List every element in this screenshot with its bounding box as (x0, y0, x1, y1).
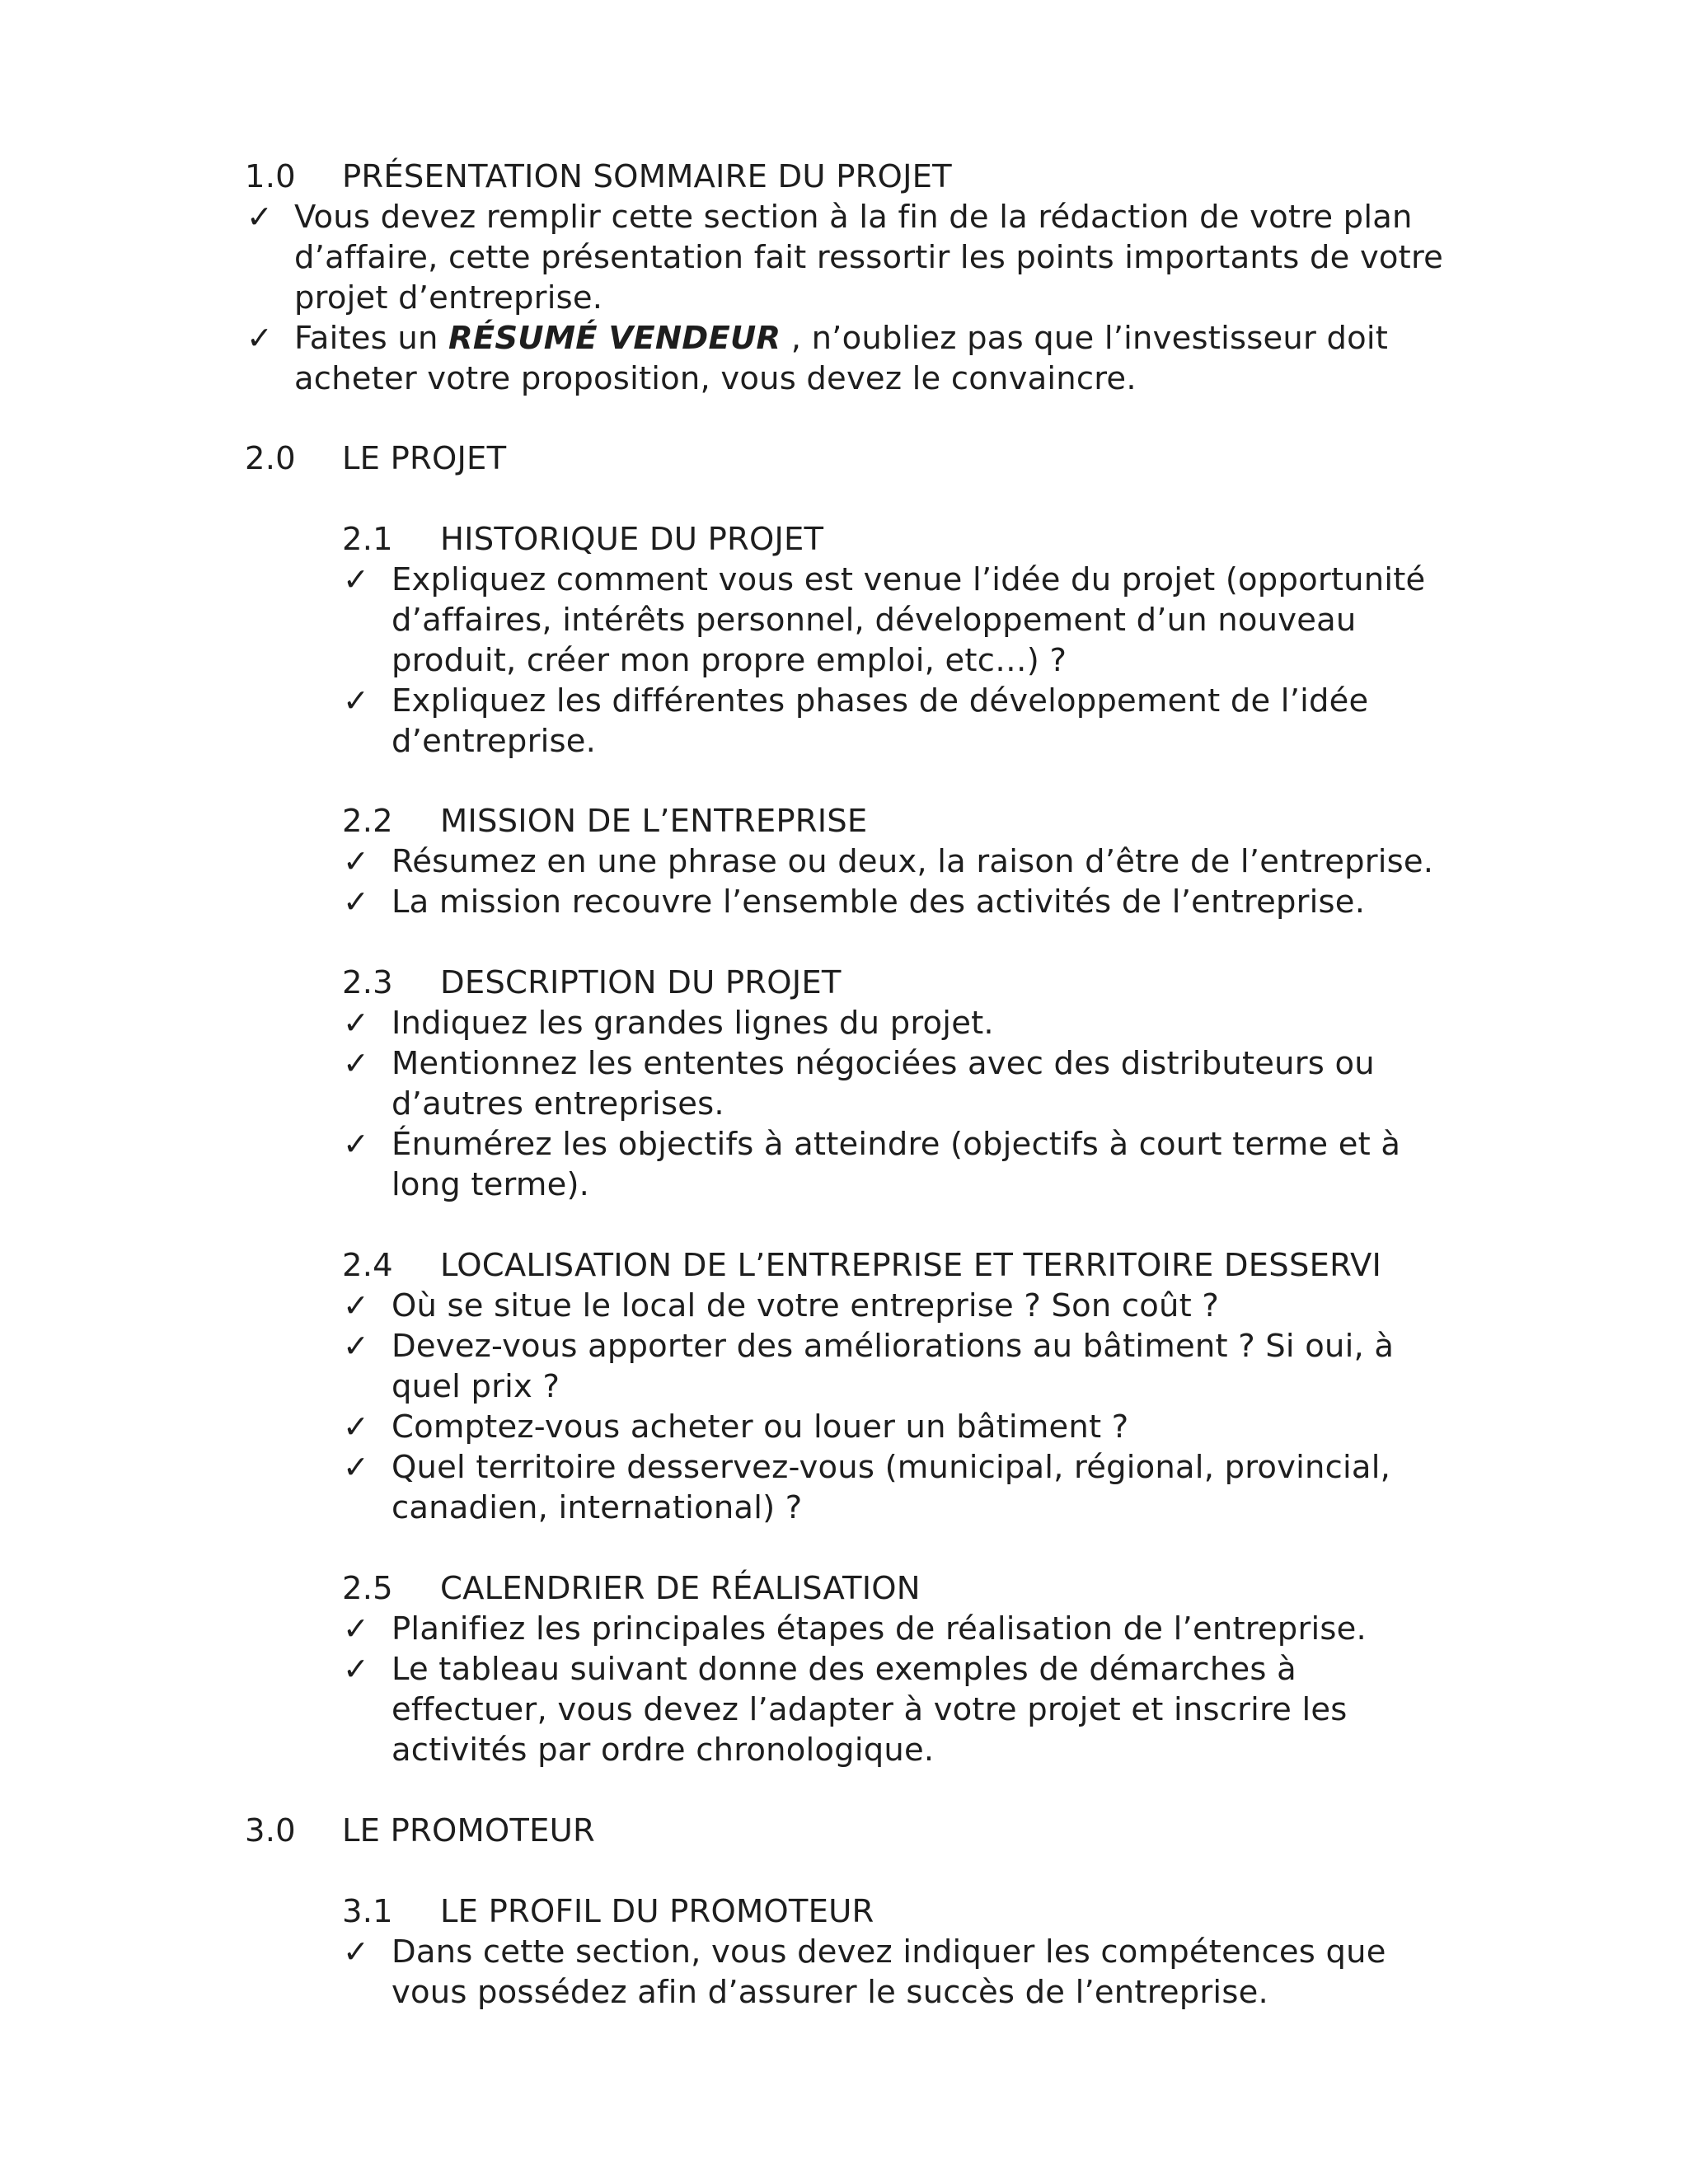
bullet-continuation (0, 640, 1688, 681)
bullet-line (0, 1003, 1688, 1043)
bullet-text: produit, créer mon propre emploi, etc…) ? (392, 642, 1067, 679)
bullet-text: La mission recouvre l’ensemble des activités de l’entreprise. (392, 883, 1366, 921)
bullet-continuation (0, 1488, 1688, 1528)
checkmark-icon: ✓ (343, 1287, 370, 1324)
bullet-line (0, 1286, 1688, 1326)
bullet-line (0, 841, 1688, 882)
section-heading (0, 157, 1688, 197)
checkmark-icon: ✓ (343, 1328, 370, 1364)
subsection-heading (0, 963, 1688, 1003)
bullet-text: activités par ordre chronologique. (392, 1732, 935, 1769)
bullet-text: Vous devez remplir cette section à la fin de la rédaction de votre plan (294, 199, 1413, 236)
bullet-text: Devez-vous apporter des améliorations au bâtiment ? Si oui, à (392, 1328, 1395, 1365)
bullet-line (0, 318, 1688, 359)
bullet-text: canadien, international) ? (392, 1489, 803, 1526)
bullet-text: Expliquez les différentes phases de développement de l’idée (392, 682, 1369, 719)
subsection-heading (0, 801, 1688, 841)
bullet-text: Dans cette section, vous devez indiquer les compétences que (392, 1933, 1386, 1971)
bullet-continuation (0, 1084, 1688, 1124)
bullet-line (0, 882, 1688, 922)
bullet-line (0, 1407, 1688, 1447)
subsection-number: 2.5 (342, 1570, 393, 1607)
bullet-continuation (0, 1730, 1688, 1770)
section-title: PRÉSENTATION SOMMAIRE DU PROJET (342, 158, 952, 195)
bullet-text: long terme). (392, 1166, 590, 1203)
checkmark-icon: ✓ (246, 320, 274, 356)
bullet-line (0, 1649, 1688, 1690)
subsection-title: CALENDRIER DE RÉALISATION (440, 1570, 921, 1607)
bullet-line (0, 1447, 1688, 1488)
checkmark-icon: ✓ (343, 1045, 370, 1081)
bullet-line (0, 681, 1688, 721)
bullet-text: Comptez-vous acheter ou louer un bâtiment ? (392, 1408, 1129, 1446)
bullet-text: Le tableau suivant donne des exemples de démarches à (392, 1651, 1296, 1688)
checkmark-icon: ✓ (343, 561, 370, 598)
bullet-text: vous possédez afin d’assurer le succès de l’entreprise. (392, 1974, 1268, 2011)
subsection-heading (0, 1891, 1688, 1932)
subsection-number: 2.3 (342, 964, 393, 1001)
section-title: LE PROJET (342, 440, 507, 477)
subsection-number: 2.1 (342, 521, 393, 558)
bullet-text: Indiquez les grandes lignes du projet. (392, 1005, 994, 1042)
section-heading (0, 1811, 1688, 1851)
subsection-heading (0, 1245, 1688, 1286)
subsection-number: 2.2 (342, 803, 393, 840)
bullet-text: d’affaires, intérêts personnel, développement d’un nouveau (392, 602, 1357, 639)
checkmark-icon: ✓ (343, 1126, 370, 1162)
bullet-line (0, 197, 1688, 237)
bullet-line (0, 1609, 1688, 1649)
checkmark-icon: ✓ (343, 1408, 370, 1445)
subsection-title: MISSION DE L’ENTREPRISE (440, 803, 868, 840)
section-number: 3.0 (245, 1812, 296, 1849)
subsection-heading (0, 519, 1688, 560)
bullet-continuation (0, 600, 1688, 640)
bullet-text: effectuer, vous devez l’adapter à votre projet et inscrire les (392, 1691, 1348, 1728)
bullet-line (0, 560, 1688, 600)
checkmark-icon: ✓ (343, 1005, 370, 1041)
bullet-text (294, 318, 1388, 359)
bullet-text: Planifiez les principales étapes de réalisation de l’entreprise. (392, 1610, 1367, 1647)
bullet-text: projet d’entreprise. (294, 279, 603, 316)
bullet-continuation (0, 237, 1688, 278)
bullet-prefix: Faites un (294, 320, 449, 357)
section-number: 2.0 (245, 440, 296, 477)
bullet-continuation (0, 1972, 1688, 2013)
emphasis-text: RÉSUMÉ VENDEUR (448, 320, 781, 357)
subsection-heading (0, 1568, 1688, 1609)
section-heading (0, 438, 1688, 479)
checkmark-icon: ✓ (246, 199, 274, 235)
bullet-continuation (0, 721, 1688, 762)
bullet-continuation (0, 359, 1688, 399)
subsection-title: LOCALISATION DE L’ENTREPRISE ET TERRITOIRE DESSERVI (440, 1247, 1382, 1284)
bullet-line (0, 1326, 1688, 1366)
bullet-line (0, 1043, 1688, 1084)
subsection-title: LE PROFIL DU PROMOTEUR (440, 1893, 874, 1930)
bullet-continuation (0, 278, 1688, 318)
bullet-suffix: , n’oubliez pas que l’investisseur doit (781, 320, 1389, 357)
bullet-text: Où se situe le local de votre entreprise ? Son coût ? (392, 1287, 1219, 1324)
checkmark-icon: ✓ (343, 1651, 370, 1687)
checkmark-icon: ✓ (343, 682, 370, 719)
checkmark-icon: ✓ (343, 843, 370, 879)
bullet-text: Énumérez les objectifs à atteindre (objectifs à court terme et à (392, 1126, 1401, 1163)
checkmark-icon: ✓ (343, 883, 370, 920)
bullet-text: d’entreprise. (392, 723, 597, 760)
bullet-continuation (0, 1690, 1688, 1730)
bullet-continuation (0, 1165, 1688, 1205)
bullet-line (0, 1932, 1688, 1972)
bullet-text: Quel territoire desservez-vous (municipal, régional, provincial, (392, 1449, 1391, 1486)
checkmark-icon: ✓ (343, 1610, 370, 1647)
checkmark-icon: ✓ (343, 1449, 370, 1485)
subsection-number: 2.4 (342, 1247, 393, 1284)
bullet-text: Expliquez comment vous est venue l’idée du projet (opportunité (392, 561, 1426, 598)
bullet-text: d’affaire, cette présentation fait ressortir les points importants de votre (294, 239, 1444, 276)
subsection-number: 3.1 (342, 1893, 393, 1930)
bullet-text: d’autres entreprises. (392, 1085, 724, 1122)
bullet-text: quel prix ? (392, 1368, 560, 1405)
bullet-text: Résumez en une phrase ou deux, la raison d’être de l’entreprise. (392, 843, 1434, 880)
bullet-text: acheter votre proposition, vous devez le convaincre. (294, 360, 1137, 397)
bullet-line (0, 1124, 1688, 1165)
subsection-title: HISTORIQUE DU PROJET (440, 521, 824, 558)
bullet-continuation (0, 1366, 1688, 1407)
checkmark-icon: ✓ (343, 1933, 370, 1970)
subsection-title: DESCRIPTION DU PROJET (440, 964, 842, 1001)
section-number: 1.0 (245, 158, 296, 195)
section-title: LE PROMOTEUR (342, 1812, 595, 1849)
bullet-text: Mentionnez les ententes négociées avec des distributeurs ou (392, 1045, 1375, 1082)
